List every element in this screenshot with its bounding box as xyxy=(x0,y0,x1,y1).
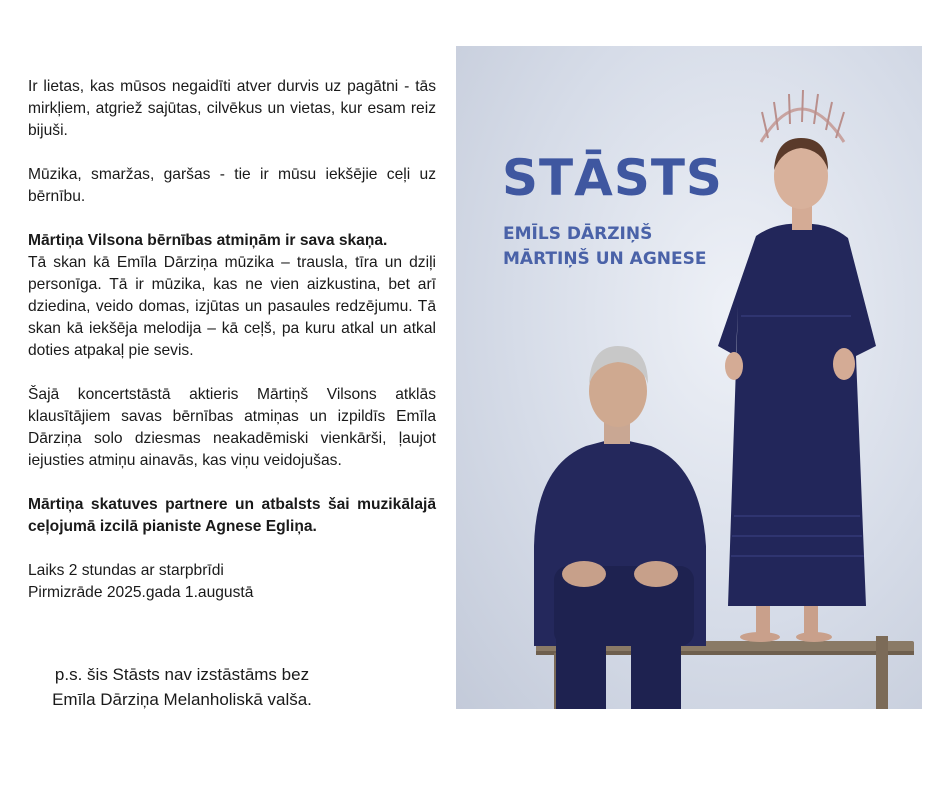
poster-title: STĀSTS xyxy=(502,149,723,207)
standing-woman-figure xyxy=(718,90,876,642)
postscript-line-2: Emīla Dārziņa Melanholiskā valša. xyxy=(52,690,312,709)
partner-paragraph xyxy=(28,494,436,538)
poster-subtitle-line-1: EMĪLS DĀRZIŅŠ xyxy=(503,224,653,244)
poster-figures xyxy=(456,46,922,709)
intro-paragraph: Ir lietas, kas mūsos negaidīti atver durvis uz pagātni - tās mirkļiem, atgriež sajūtas, cilvēkus un vietas, kur esam reiz bijuši. xyxy=(28,78,436,139)
duration-text: Laiks 2 stundas ar starpbrīdi xyxy=(28,562,224,579)
poster-image xyxy=(456,46,922,709)
concert-paragraph: Šajā koncertstāstā aktieris Mārtiņš Vilsons atklās klausītājiem savas bērnības atmiņas un izpildīs Emīla Dārziņa solo dziesmas neakadēmiski vienkārši, ļaujot iejusties atmiņu ainavās, kas viņu veidojušas. xyxy=(28,386,436,469)
poster-subtitle-line-2: MĀRTIŅŠ UN AGNESE xyxy=(503,249,707,269)
description-column xyxy=(28,76,436,604)
senses-paragraph: Mūzika, smaržas, garšas - tie ir mūsu iekšējie ceļi uz bērnību. xyxy=(28,166,436,205)
postscript-line-1: p.s. šis Stāsts nav izstāstāms bez xyxy=(54,665,310,684)
premiere-text: Pirmizrāde 2025.gada 1.augustā xyxy=(28,584,254,601)
sound-paragraph xyxy=(28,230,436,362)
postscript xyxy=(22,662,342,712)
partner-text: Mārtiņa skatuves partnere un atbalsts šai muzikālajā ceļojumā izcilā pianiste Agnese Egliņa. xyxy=(28,496,436,535)
poster-subtitle xyxy=(503,222,706,272)
sound-body: Tā skan kā Emīla Dārziņa mūzika – trausla, tīra un dziļi personīga. Tā ir mūzika, kas ne vien aizkustina, bet arī dziedina, veido domas, izjūtas un pasaules redzējumu. Tā skan kā iekšēja melodija – kā ceļš, pa kuru atkal un atkal doties atpakaļ pie sevis. xyxy=(28,254,436,359)
sound-heading: Mārtiņa Vilsona bērnības atmiņām ir sava skaņa. xyxy=(28,232,388,249)
